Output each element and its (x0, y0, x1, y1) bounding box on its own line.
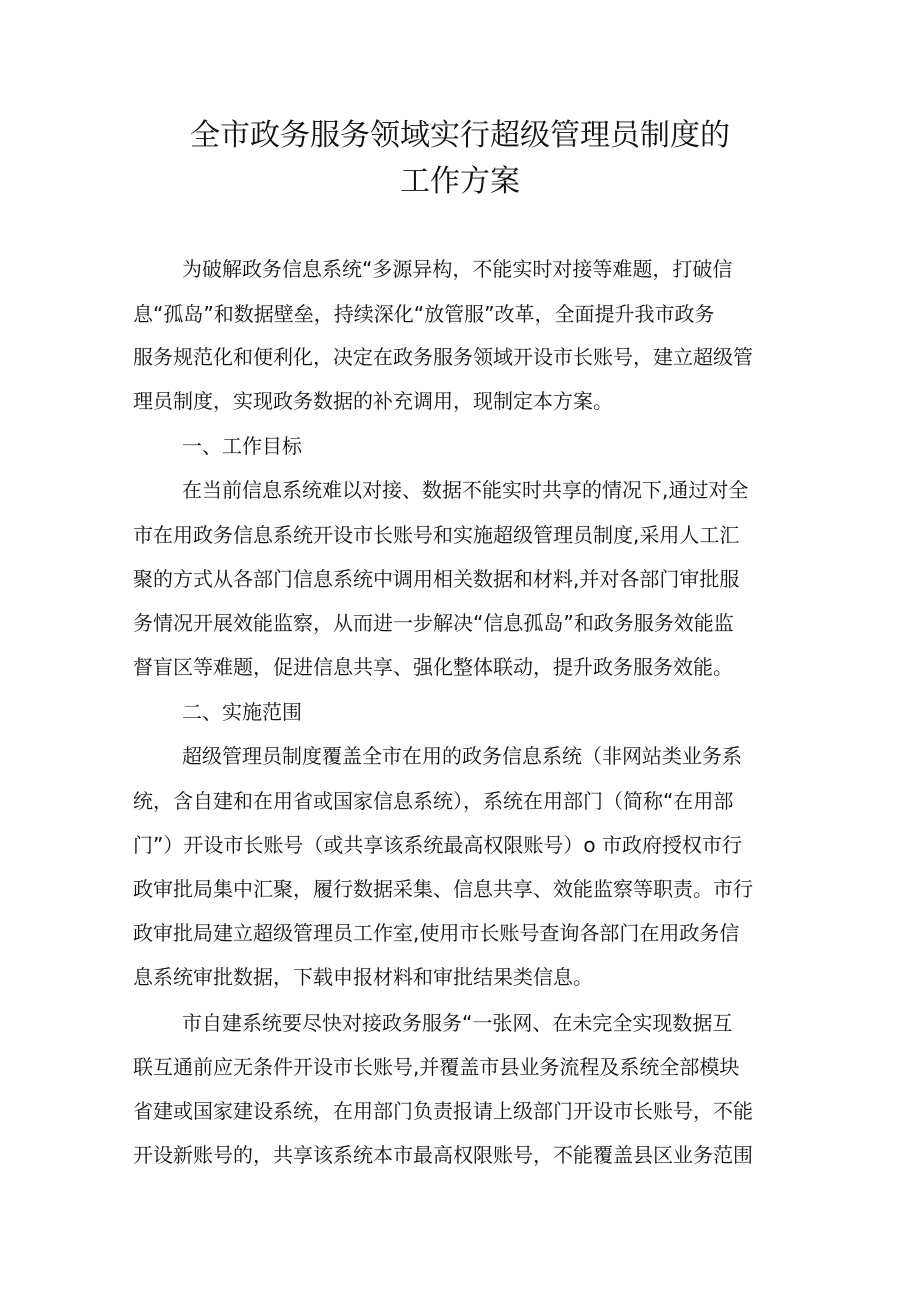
section-heading-scope: 二、实施范围 (182, 700, 302, 724)
paragraph-line: 市自建系统要尽快对接政务服务“一张网、在未完全实现数据互 (182, 1011, 733, 1035)
paragraph-line: 服务规范化和便利化，决定在政务服务领域开设市长账号，建立超级管 (133, 345, 753, 369)
paragraph-line: 理员制度，实现政务数据的补充调用，现制定本方案。 (133, 389, 613, 413)
paragraph-line: 在当前信息系统难以对接、数据不能实时共享的情况下,通过对全 (182, 478, 749, 502)
section-heading-goal: 一、工作目标 (182, 434, 302, 458)
paragraph-line: 统，含自建和在用省或国家信息系统），系统在用部门（简称“在用部 (133, 789, 734, 813)
paragraph-line: 务情况开展效能监察，从而进一步解决“信息孤岛”和政务服务效能监 (133, 611, 734, 635)
document-title-line-1: 全市政务服务领域实行超级管理员制度的 (190, 118, 730, 153)
paragraph-line: 门”）开设市长账号（或共享该系统最高权限账号）o 市政府授权市行 (133, 833, 742, 857)
paragraph-line: 政审批局建立超级管理员工作室,使用市长账号查询各部门在用政务信 (133, 921, 740, 945)
paragraph-line: 政审批局集中汇聚，履行数据采集、信息共享、效能监察等职责。市行 (133, 877, 753, 901)
paragraph-line: 息“孤岛”和数据壁垒，持续深化“放管服”改革，全面提升我市政务 (133, 302, 715, 326)
paragraph-line: 超级管理员制度覆盖全市在用的政务信息系统（非网站类业务系 (182, 744, 742, 768)
paragraph-line: 聚的方式从各部门信息系统中调用相关数据和材料,并对各部门审批服 (133, 567, 740, 591)
paragraph-line: 督盲区等难题，促进信息共享、强化整体联动，提升政务服务效能。 (133, 655, 733, 679)
paragraph-line: 息系统审批数据，下载申报材料和审批结果类信息。 (133, 965, 593, 989)
paragraph-line: 市在用政务信息系统开设市长账号和实施超级管理员制度,采用人工汇 (133, 523, 740, 547)
paragraph-line: 联互通前应无条件开设市长账号,并覆盖市县业务流程及系统全部模块 (133, 1055, 740, 1079)
document-title-line-2: 工作方案 (400, 164, 520, 199)
paragraph-line: 开设新账号的，共享该系统本市最高权限账号，不能覆盖县区业务范围 (133, 1143, 753, 1167)
paragraph-line: 省建或国家建设系统，在用部门负责报请上级部门开设市长账号，不能 (133, 1099, 753, 1123)
paragraph-line: 为破解政务信息系统“多源异构，不能实时对接等难题，打破信 (182, 257, 733, 281)
